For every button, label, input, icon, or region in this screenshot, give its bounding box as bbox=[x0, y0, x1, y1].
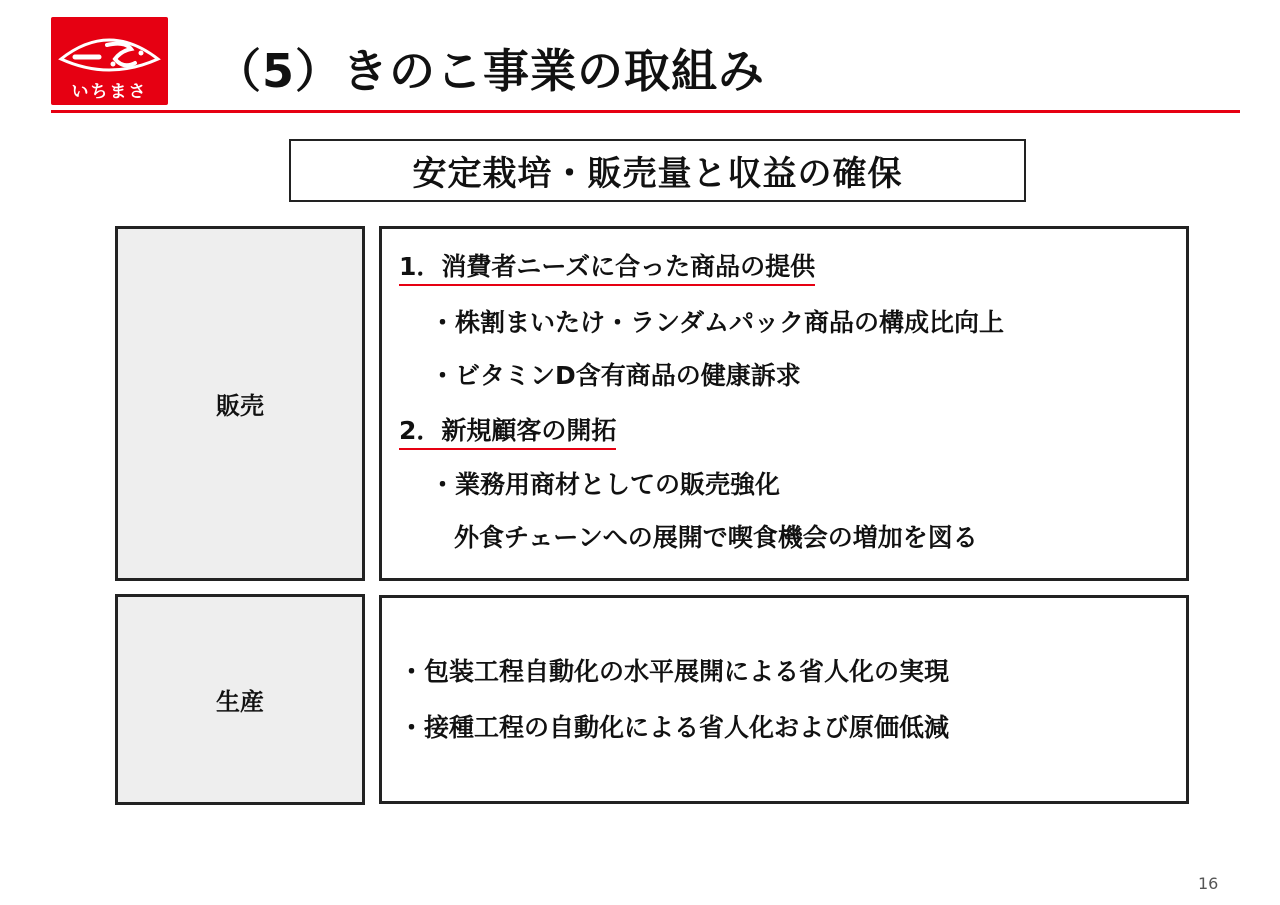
production-bullet-item: ・包装工程自動化の水平展開による省人化の実現 bbox=[399, 657, 950, 686]
sales-heading-new-customers: 2．新規顧客の開拓 bbox=[399, 411, 616, 450]
sales-bullet-item: ・ビタミンD含有商品の健康訴求 bbox=[430, 361, 801, 390]
company-logo bbox=[51, 17, 168, 105]
logo-brand-text: いちまさ bbox=[71, 82, 148, 102]
sales-bullet-item: ・株割まいたけ・ランダムパック商品の構成比向上 bbox=[430, 308, 1005, 337]
section-content-sales bbox=[379, 226, 1189, 581]
sales-bullet-item: ・業務用商材としての販売強化 bbox=[430, 470, 781, 499]
sales-heading-consumer-needs: 1．消費者ニーズに合った商品の提供 bbox=[399, 247, 815, 286]
section-label-text: 販売 bbox=[216, 392, 264, 420]
section-label-text: 生産 bbox=[216, 688, 264, 716]
section-label-production bbox=[115, 594, 365, 805]
subtitle-box bbox=[289, 139, 1026, 202]
production-bullet-item: ・接種工程の自動化による省人化および原価低減 bbox=[399, 713, 950, 742]
title-divider bbox=[51, 110, 1240, 113]
section-label-sales bbox=[115, 226, 365, 581]
page-number: 16 bbox=[1198, 874, 1219, 893]
subtitle-text: 安定栽培・販売量と収益の確保 bbox=[412, 154, 903, 194]
sales-bullet-continuation: 外食チェーンへの展開で喫食機会の増加を図る bbox=[454, 523, 978, 552]
section-content-production bbox=[379, 595, 1189, 804]
page-title: （5）きのこ事業の取組み bbox=[215, 44, 766, 98]
